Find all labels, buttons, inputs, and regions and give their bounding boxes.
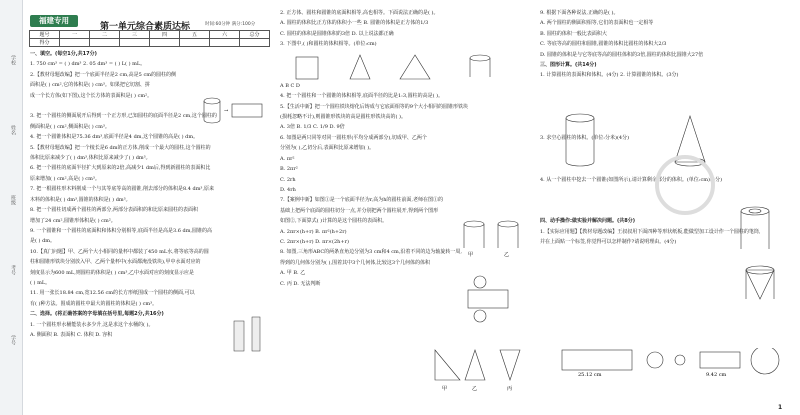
question-line: 3. 下图中,( )和圆柱的体积相等。(单位:cm) xyxy=(280,41,377,48)
question-line: 是( ) dm。 xyxy=(30,238,56,245)
score-header-cell: 六 xyxy=(210,31,240,39)
fig-label: 甲 xyxy=(468,252,474,258)
score-cell[interactable] xyxy=(150,39,180,47)
score-header-cell: 题号 xyxy=(30,31,60,39)
question-line: 2.【教材母题改编】把一个底面半径是2 cm,高是5 cm的圆柱的侧 xyxy=(30,71,176,78)
question-line: 5.【教材母题改编】把一个棱长是6 dm的正方体,削成一个最大的圆柱,这个圆柱的 xyxy=(30,144,211,151)
question-line: C. 丙 D. 无法判断 xyxy=(280,280,321,287)
question-line: 9. 根据下面各种说法,正确的是( )。 xyxy=(540,10,619,16)
question-line: 体积比原来减少了( ) dm³,体积比原来减少了( ) dm³。 xyxy=(30,155,151,162)
score-cell[interactable] xyxy=(120,39,150,47)
margin-label: 学校 xyxy=(10,55,16,65)
score-cell[interactable] xyxy=(90,39,120,47)
question-line: A. 圆柱的体积比正方体的体积小一些 B. 圆锥的体积是正方体的1/3 xyxy=(280,20,429,27)
margin-label: 考号 xyxy=(10,265,16,275)
question-line: A. 侧面积 B. 表面积 C. 体积 D. 容积 xyxy=(30,331,113,338)
question-line: A. 3倍 B. 1/3 C. 1/9 D. 9倍 xyxy=(280,124,345,131)
question-line: 得到的几何体分别为( ),围着其中3个几何体,比较这3个几何体的体积 xyxy=(280,259,431,266)
question-line: 7.【案例中新】如图①是一个底面半径为r,高为h的圆柱前面,老师在图①的 xyxy=(280,197,444,204)
question-line: A. 两个圆柱的侧面积相等,它们的表面积也一定相等 xyxy=(540,20,654,27)
question-line: 基础上把两个底面的圆柱切分一点,并分别把两个圆柱展开,得到两个图形 xyxy=(280,207,439,214)
fig-label: 乙 xyxy=(472,386,478,392)
question-line: C. 2rh xyxy=(280,176,296,183)
question-line: 木料的体积是( ) dm³,圆锥的体积是( ) dm³。 xyxy=(30,196,131,203)
fig-label: 甲 xyxy=(442,386,448,392)
section-heading: 二、选择。(将正确答案的字母填在括号里,每题2分,共16分) xyxy=(30,311,164,318)
fig-label: 丙 xyxy=(507,386,513,392)
score-cell[interactable] xyxy=(240,39,270,47)
question-line: (损耗忽略不计),则圆锥形铁块的高是圆柱形铁块高的( )。 xyxy=(280,114,406,121)
score-header-cell: 二 xyxy=(90,31,120,39)
question-line: 6. 如图是两只同等对同一圆柱形(平均分成两部分),切成甲、乙两个 xyxy=(280,134,427,141)
question-line: A. 2πr×(h+r) B. πr²(h+2r) xyxy=(280,228,347,235)
question-line: D. 4rh xyxy=(280,186,296,193)
question-line: 4. 把一个圆柱和一个圆锥的体积相等,底面半径的比是1:3,圆柱的高是( )。 xyxy=(280,93,444,100)
fig-label: 25.12 cm xyxy=(578,372,602,378)
margin-label: 班级 xyxy=(10,195,16,205)
decorative-watermark-figure xyxy=(650,150,720,220)
question-line: 增加了24 cm²,圆锥形体积是( ) cm²。 xyxy=(30,217,116,224)
question-line: D. 圆锥的体积是与它等底等高的圆柱体积的3倍,圆柱的体积比圆锥大27倍 xyxy=(540,51,704,58)
fig-label: 乙 xyxy=(504,252,510,258)
question-line: ( ) mL。 xyxy=(30,279,51,286)
page-number: 1 xyxy=(778,404,783,411)
question-line: 原来增加( ) cm²,高是( ) cm³。 xyxy=(30,175,100,182)
question-line: C. 圆柱的体积是圆锥体积的3倍 D. 以上说法都正确 xyxy=(280,30,394,37)
question-line: A B C D xyxy=(280,82,300,89)
margin-label: 学号 xyxy=(10,335,16,345)
score-cell[interactable] xyxy=(210,39,240,47)
score-table xyxy=(29,30,270,47)
cut-cylinder-figure xyxy=(460,218,530,258)
question-line: 4. 把一个圆锥体积是75.36 dm³,底面半径是4 dm,这个圆锥的高是( ) dm。 xyxy=(30,134,199,141)
hollow-cylinder-figure xyxy=(735,205,775,255)
question-line xyxy=(540,91,785,101)
unrolled-cylinder-figure xyxy=(460,274,530,324)
question-line: 4. 从一个圆柱中挖去一个圆锥(如图所示),请计算剩余部分的体积。(单位:cm)(4分) xyxy=(540,176,723,183)
question-line: A. 甲 B. 乙 xyxy=(280,270,306,277)
question-line xyxy=(540,81,785,91)
question-line: 8. 把一个圆柱切成两个圆柱的两部分,两部分表面积的和比原来圆柱的表面积 xyxy=(30,207,198,214)
question-line: 11. 用一张长18.84 cm,宽12.56 cm的长方形纸围成一个圆柱的侧面,可以 xyxy=(30,290,195,297)
question-line: 9. 一个圆锥和一个圆柱的底面积和体积分别相等,底面半径是高是3.6 dm,圆锥的高 xyxy=(30,227,213,234)
score-header-cell: 三 xyxy=(120,31,150,39)
question-line: 侧面积是( ) cm²,侧面积是( ) cm³。 xyxy=(30,123,110,130)
question-line: 1. 一个圆柱形水桶能装水多少升,这是求这个水桶的( )。 xyxy=(30,321,154,328)
question-line xyxy=(540,102,785,112)
question-line: C. 2πr×(h+r) D. πr×(2h+r) xyxy=(280,238,349,245)
score-header-cell: 五 xyxy=(180,31,210,39)
question-line: 10.【真门问题】甲、乙两个大小相同的量杯中都装了450 mL水,将等底等高的圆 xyxy=(30,248,209,255)
question-line: 成一个长方体(如下图),这个长方体的表面积是( ) cm²。 xyxy=(30,92,153,99)
question-line: 有( )种方法。围成的圆柱中最大的圆柱的体积是( ) cm³。 xyxy=(30,300,158,307)
exam-meta: 时间:60分钟 满分:100分 xyxy=(205,22,256,27)
question-line: 如图②,下面算式( )计算的是这个圆柱的表面积。 xyxy=(280,218,388,225)
column-1 xyxy=(30,49,270,340)
question-line: 5.【生活中新】把一个圆柱铁块熔化后铸成与它底面相等的9个大小相同的圆锥形铁块 xyxy=(280,103,468,110)
triangle-rotation-figure xyxy=(430,345,540,395)
page-title: 第一单元综合素质达标 xyxy=(100,22,191,32)
section-heading: 四、动手操作:做实验并解决问题。(共8分) xyxy=(540,218,636,225)
question-line: 2. 正方体、圆柱和圆锥的底面积相等,高也相等。下面说法正确的是( )。 xyxy=(280,10,439,16)
region-badge: 福建专用 xyxy=(30,15,78,27)
question-line: 1. 计算圆柱的表面积和体积。(4分) 2. 计算圆锥的体积。(3分) xyxy=(540,72,679,79)
question-line: 分别为( ),乙切分后,表面积比原来增加( )。 xyxy=(280,145,375,152)
section-heading: 一、填空。(每空1分,共17分) xyxy=(30,51,97,57)
question-line: 3. 把一个圆柱的侧面展开后得到一个正方形,已知圆柱的底面半径是2 cm,这个圆柱的 xyxy=(30,113,217,120)
question-line: 刻度显示为600 mL,则圆柱的体积是( ) cm³,乙中水面对应的刻度显示应是 xyxy=(30,269,195,276)
question-line: 6. 把一个圆柱的底面半径扩大到原来的2倍,高减少1 dm后,得到新圆柱的表面积比 xyxy=(30,165,211,172)
fig-label: 9.42 cm xyxy=(706,372,727,378)
question-line: 面积是( ) cm²,它的体积是( ) cm³。如果把它切割、拼 xyxy=(30,82,150,89)
question-line: B. 圆柱的体积一般比表面积大 xyxy=(540,30,607,37)
cardboard-shapes-figure xyxy=(560,348,790,403)
score-cell[interactable] xyxy=(180,39,210,47)
shapes-q3-figure xyxy=(290,53,510,85)
score-header-cell: 总分 xyxy=(240,31,270,39)
score-cell: 得分 xyxy=(30,39,60,47)
question-line: C. 等底等高的圆柱和圆锥,圆锥的体积比圆柱的体积大2/3 xyxy=(540,41,667,48)
margin-label: 姓名 xyxy=(10,125,16,135)
section-heading: 三、图形计算。(共14分) xyxy=(540,62,597,69)
question-line: A. πr² xyxy=(280,155,295,162)
cylinder-cuboid-figure xyxy=(200,96,270,126)
question-line: B. 2πr² xyxy=(280,166,298,173)
question-line: 7. 把一根圆柱形木料削成一个与其等底等高的圆锥,削去部分的体积是8.4 dm³,原来 xyxy=(30,186,215,193)
question-line: 1.【实际应用题】【教材母题改编】王叔叔用下面四种等形状纸板,能做型加工设计作一个圆柱的笔筒, xyxy=(540,228,761,235)
svg-text:→: → xyxy=(224,108,229,114)
paper-cylinders-figure xyxy=(230,315,270,355)
score-cell[interactable] xyxy=(60,39,90,47)
question-line: 柱和圆锥形铁块分别放入甲、乙两个量杯中(水面都淹没铁块),甲中水面对应的 xyxy=(30,259,201,266)
question-line: 1. 750 cm³ = ( ) dm³ 2. 05 dm³ = ( ) L( ) mL。 xyxy=(30,61,146,68)
question-line: 3. 求空心圆柱的体积。(单位:分米)(4分) xyxy=(540,134,630,141)
question-line: 8. 如图,三角形ABC的两条直角边分别为3 cm和4 cm,沿着不同的边为轴旋转一周, xyxy=(280,249,462,256)
question-line: 并在上面贴一个标签,你觉得可以怎样制作?请说明理由。(4分) xyxy=(540,238,677,245)
score-header-cell: 四 xyxy=(150,31,180,39)
score-header-cell: 一 xyxy=(60,31,90,39)
cylinder-cone-cut-figure xyxy=(740,265,780,305)
